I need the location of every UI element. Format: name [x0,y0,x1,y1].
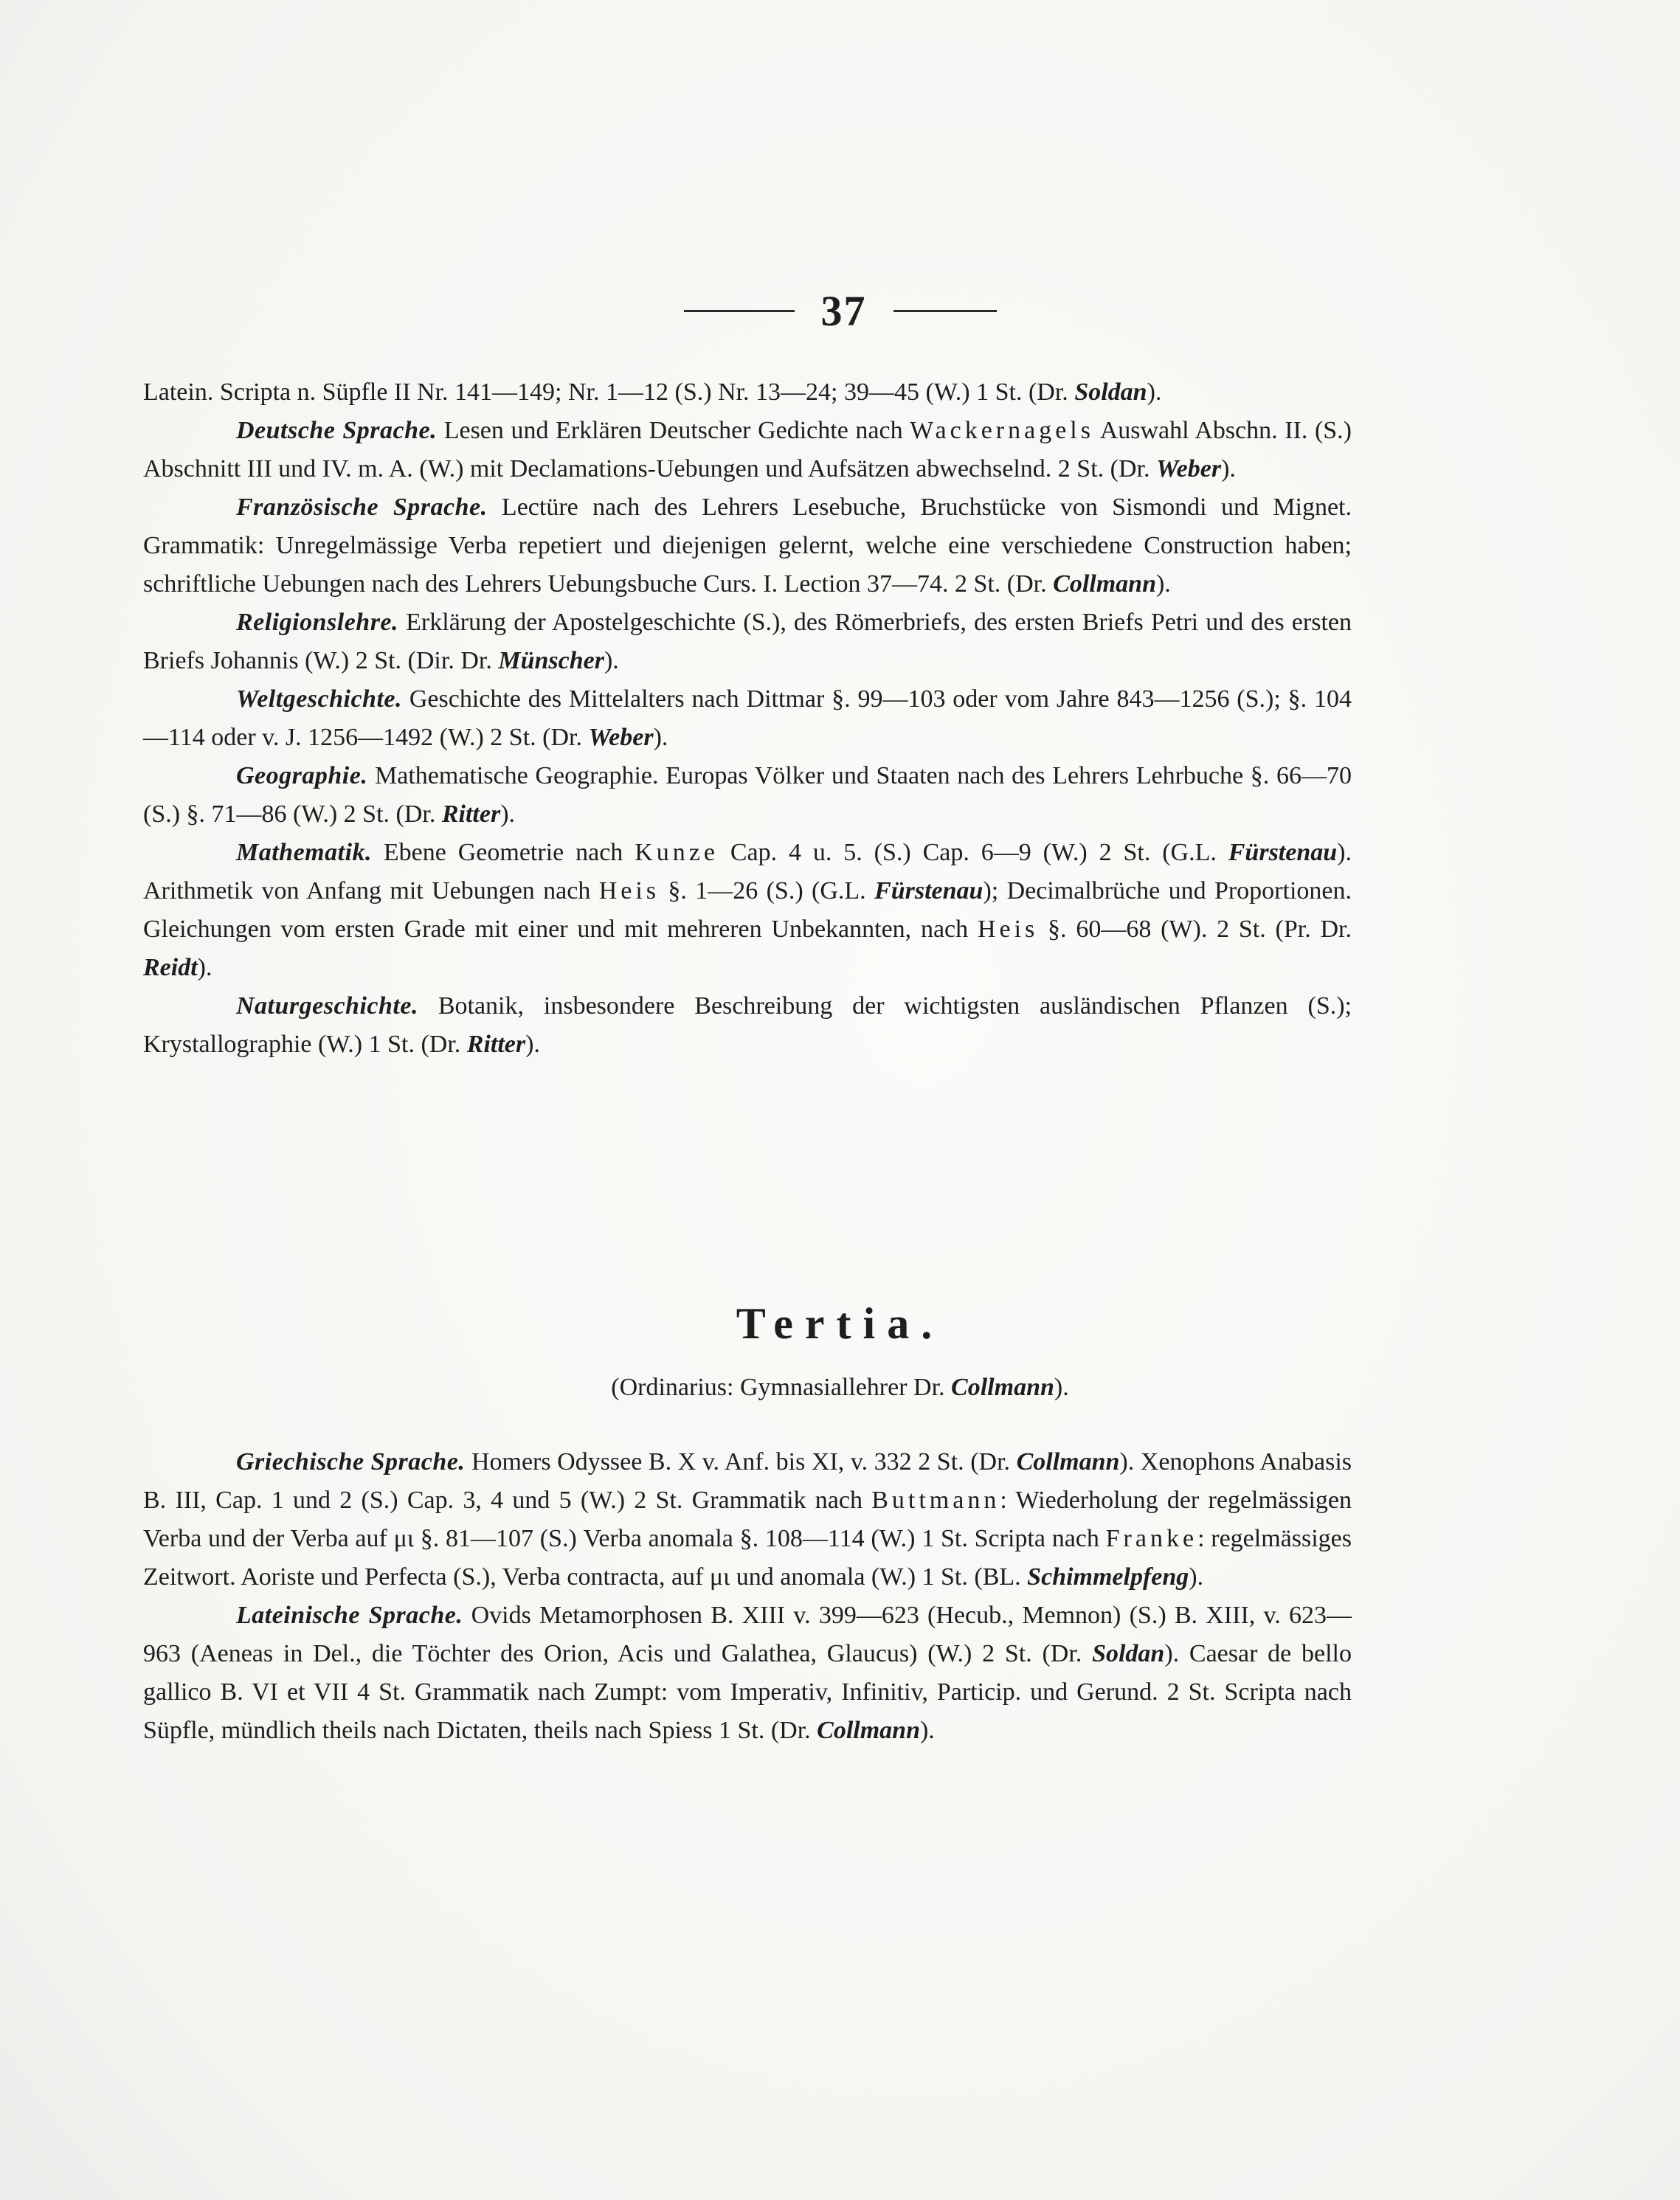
subject-label: Naturgeschichte. [236,992,418,1020]
subject-label: Mathematik. [236,839,373,866]
paragraph-religionslehre: Religionslehre. Erklärung der Apostelgeschichte (S.), des Römerbriefs, des ersten Briefs Petri und des ersten Briefs Johannis (W.) 2 St. (Dir. Dr. Münscher). [143,609,1352,674]
subject-label: Lateinische Sprache. [236,1602,463,1629]
header-rule-left [684,310,795,312]
curriculum-upper-block [143,373,1352,1064]
header-rule-right [893,310,997,312]
paragraph-lateinische-sprache: Lateinische Sprache. Ovids Metamorphosen B. XIII v. 399—623 (Hecub., Memnon) (S.) B. XIII, v. 623—963 (Aeneas in Del., die Töchter des Orion, Acis und Galathea, Glaucus) (W.) 2 St. (Dr. Soldan). Caesar de bello gallico B. VI et VII 4 St. Grammatik nach Zumpt: vom Imperativ, Infinitiv, Particip. und Gerund. 2 St. Scripta nach Süpfle, mündlich theils nach Dictaten, theils nach Spiess 1 St. (Dr. Collmann). [143,1602,1352,1744]
paragraph-naturgeschichte: Naturgeschichte. Botanik, insbesondere Beschreibung der wichtigsten ausländischen Pflanzen (S.); Krystallographie (W.) 1 St. (Dr. Ritter). [143,992,1352,1058]
page-number: 37 [820,287,867,335]
paragraph-deutsche-sprache: Deutsche Sprache. Lesen und Erklären Deutscher Gedichte nach Wackernagels Auswahl Abschn. II. (S.) Abschnitt III und IV. m. A. (W.) mit Declamations-Uebungen und Aufsätzen abwechselnd. 2 St. (Dr. Weber). [143,417,1352,482]
paragraph-mathematik: Mathematik. Ebene Geometrie nach Kunze Cap. 4 u. 5. (S.) Cap. 6—9 (W.) 2 St. (G.L. Fürstenau). Arithmetik von Anfang mit Uebungen nach Heis §. 1—26 (S.) (G.L. Fürstenau); Decimalbrüche und Proportionen. Gleichungen vom ersten Grade mit einer und mit mehreren Unbekannten, nach Heis §. 60—68 (W). 2 St. (Pr. Dr. Reidt). [143,839,1352,981]
subject-label: Französische Sprache. [236,494,488,521]
subject-label: Geographie. [236,762,368,789]
paragraph-griechische-sprache: Griechische Sprache. Homers Odyssee B. X v. Anf. bis XI, v. 332 2 St. (Dr. Collmann). Xenophons Anabasis B. III, Cap. 1 und 2 (S.) Cap. 3, 4 und 5 (W.) 2 St. Grammatik nach Buttmann: Wiederholung der regelmässigen Verba und der Verba auf μι §. 81—107 (S.) Verba anomala §. 108—114 (W.) 1 St. Scripta nach Franke: regelmässiges Zeitwort. Aoriste und Perfecta (S.), Verba contracta, auf μι und anomala (W.) 1 St. (BL. Schimmelpfeng). [143,1448,1352,1591]
subject-label: Deutsche Sprache. [236,417,438,444]
paragraph-latein: Latein. Scripta n. Süpfle II Nr. 141—149; Nr. 1—12 (S.) Nr. 13—24; 39—45 (W.) 1 St. (Dr. Soldan). [143,378,1162,406]
section-title-tertia: Tertia. [736,1299,944,1348]
ordinarius-line: (Ordinarius: Gymnasiallehrer Dr. Collmann). [611,1374,1069,1401]
paragraph-weltgeschichte: Weltgeschichte. Geschichte des Mittelalters nach Dittmar §. 99—103 oder vom Jahre 843—1256 (S.); §. 104—114 oder v. J. 1256—1492 (W.) 2 St. (Dr. Weber). [143,685,1352,751]
subject-label: Weltgeschichte. [236,685,402,713]
subject-label: Griechische Sprache. [236,1448,466,1476]
page-header [0,286,1680,336]
paragraph-franzoesische-sprache: Französische Sprache. Lectüre nach des Lehrers Lesebuche, Bruchstücke von Sismondi und Mignet. Grammatik: Unregelmässige Verba repetiert und diejenigen gelernt, welche eine verschiedene Construction haben; schriftliche Uebungen nach des Lehrers Uebungsbuche Curs. I. Lection 37—74. 2 St. (Dr. Collmann). [143,494,1352,598]
curriculum-tertia-block [143,1443,1352,1750]
paragraph-geographie: Geographie. Mathematische Geographie. Europas Völker und Staaten nach des Lehrers Lehrbuche §. 66—70 (S.) §. 71—86 (W.) 2 St. (Dr. Ritter). [143,762,1352,828]
subject-label: Religionslehre. [236,609,399,636]
